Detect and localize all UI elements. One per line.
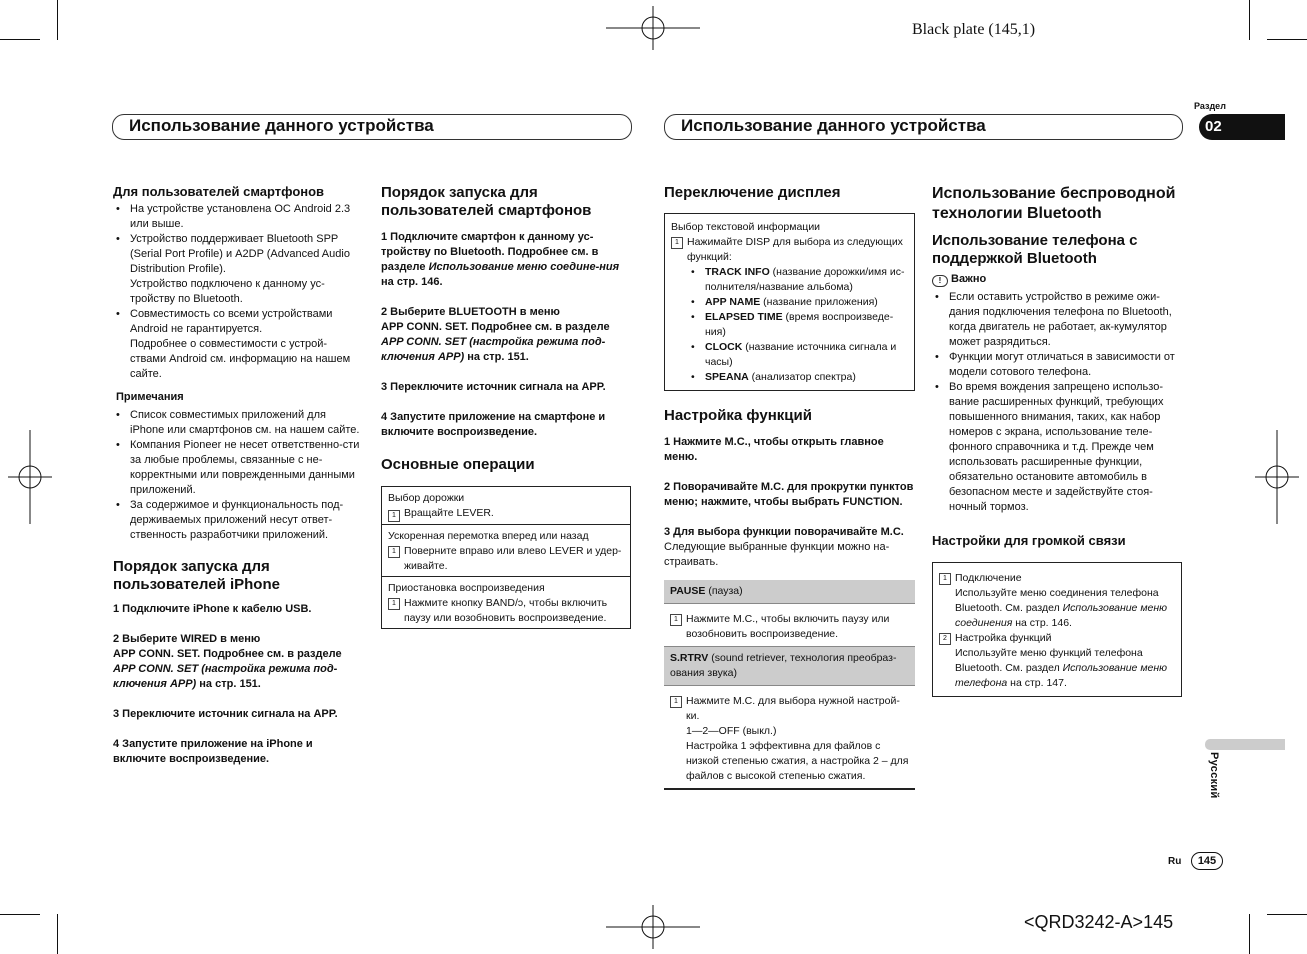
list-item: • За содержимое и функциональность под-держиваемых приложений несут ответ-ственность разработчики приложений.: [113, 498, 360, 543]
list-item: • Функции могут отличаться в зависимости от модели сотового телефона.: [932, 350, 1182, 380]
column-3: [664, 184, 915, 790]
section-number: 02: [1205, 118, 1222, 135]
handsfree-connection: 1 Подключение Используйте меню соединения телефона Bluetooth. См. раздел Использование меню соединения на стр. 146.: [939, 571, 1175, 631]
operation-track-select: Выбор дорожки 1 Вращайте LEVER.: [382, 487, 630, 524]
chapter-title: Использование данного устройства: [129, 116, 434, 135]
function-table: [664, 580, 915, 790]
list-item: • ELAPSED TIME (время воспроизведе-ния): [688, 310, 908, 340]
crop-mark: [57, 914, 58, 954]
list-item: • APP NAME (название приложения): [688, 295, 908, 310]
display-box: Выбор текстовой информации 1 Нажимайте DISP для выбора из следующих функций: • TRACK INFO (название дорожки/имя ис-полнителя/название альбома) • APP NAME (название приложения) • ELAPSED TIME (время воспроизведе-ния) • CLOCK (название источника сигнала и часы) • SPEANA (анализатор спектра): [664, 213, 915, 391]
registration-mark-top: [606, 6, 700, 50]
chapter-banner-right: [664, 114, 1183, 140]
step-4: 4 Запустите приложение на iPhone и включите воспроизведение.: [113, 738, 313, 765]
notes-list: [113, 408, 360, 543]
crop-mark: [1249, 914, 1250, 954]
handsfree-function: 2 Настройка функций Используйте меню функций телефона Bluetooth. См. раздел Использование меню телефона на стр. 147.: [939, 631, 1175, 691]
step-2: 2 Поворачивайте M.C. для прокрутки пунктов меню; нажмите, чтобы выбрать FUNCTION.: [664, 481, 914, 508]
heading-iphone-users: Порядок запуска для пользователей iPhone: [113, 558, 280, 593]
list-item: • Если оставить устройство в режиме ожи-дания подключения телефона по Bluetooth, когда двигатель не работает, ак-кумулятор может разрядиться.: [932, 290, 1182, 350]
column-1: [113, 184, 360, 767]
important-note: ! Важно: [932, 272, 1182, 287]
crop-mark: [0, 914, 40, 915]
list-item: • SPEANA (анализатор спектра): [688, 370, 908, 385]
chapter-title: Использование данного устройства: [681, 116, 986, 135]
step-3: 3 Переключите источник сигнала на APP.: [381, 381, 606, 393]
step-3-text: Следующие выбранные функции можно на-страивать.: [664, 541, 890, 568]
notes-title: Примечания: [116, 391, 184, 403]
function-srtrv-header: S.RTRV (sound retriever, технология преобраз-ования звука): [664, 646, 915, 686]
step-1: 1 Подключите смартфон к данному ус-тройству по Bluetooth. Подробнее см. в разделе Использование меню соедине-ния на стр. 146.: [381, 231, 620, 288]
list-item: • Список совместимых приложений для iPhone или смартфонов см. на нашем сайте.: [113, 408, 360, 438]
list-item: • Совместимость со всеми устройствами Android не гарантируется. Подробнее о совместимости с устрой-ствами Android см. информацию на нашем сайте.: [113, 307, 360, 382]
function-pause-desc: 1 Нажмите M.C., чтобы включить паузу или возобновить воспроизведение.: [664, 604, 915, 646]
crop-mark: [57, 0, 58, 40]
language-tab-bar: [1205, 739, 1285, 750]
language-tab: Русский: [1208, 752, 1220, 799]
operations-box: [381, 486, 631, 629]
heading-handsfree: Настройки для громкой связи: [932, 533, 1126, 548]
heading-display-switch: Переключение дисплея: [664, 184, 841, 201]
crop-mark: [0, 39, 40, 40]
column-2: [381, 184, 631, 629]
heading-basic-operations: Основные операции: [381, 456, 535, 473]
section-label: Раздел: [1194, 101, 1226, 111]
heading-smartphone-users: Для пользователей смартфонов: [113, 184, 325, 199]
list-item: • Компания Pioneer не несет ответственно-сти за любые проблемы, связанные с не-корректными или поврежденными данными приложений.: [113, 438, 360, 498]
registration-mark-bottom: [606, 905, 700, 949]
registration-mark-left: [8, 430, 52, 524]
function-pause-header: PAUSE (пауза): [664, 580, 915, 604]
step-1: 1 Нажмите M.C., чтобы открыть главное меню.: [664, 436, 884, 463]
crop-mark: [1267, 914, 1307, 915]
crop-mark: [1249, 0, 1250, 40]
phone-notes-list: [932, 290, 1182, 515]
heading-bluetooth: Использование беспроводной технологии Bluetooth: [932, 185, 1176, 222]
handsfree-box: [932, 562, 1182, 697]
warning-icon: !: [932, 275, 948, 287]
registration-mark-right: [1255, 430, 1299, 524]
list-item: • TRACK INFO (название дорожки/имя ис-полнителя/название альбома): [688, 265, 908, 295]
heading-bluetooth-phone: Использование телефона с поддержкой Bluetooth: [932, 232, 1138, 267]
requirements-list: [113, 202, 360, 382]
operation-fast-forward: Ускоренная перемотка вперед или назад 1 Поверните вправо или влево LEVER и удер-живайте.: [382, 524, 630, 576]
plate-label: Black plate (145,1): [912, 21, 1036, 38]
document-code: <QRD3242-A>145: [1024, 912, 1174, 932]
step-2: 2 Выберите WIRED в меню APP CONN. SET. Подробнее см. в разделе APP CONN. SET (настройка режима под-ключения APP) на стр. 151.: [113, 633, 342, 690]
step-2: 2 Выберите BLUETOOTH в меню APP CONN. SET. Подробнее см. в разделе APP CONN. SET (настройка режима под-ключения APP) на стр. 151.: [381, 306, 610, 363]
list-item: • Устройство поддерживает Bluetooth SPP (Serial Port Profile) и A2DP (Advanced Audio Distribution Profile). Устройство подключено к данному ус-тройству по Bluetooth.: [113, 232, 360, 307]
heading-smartphone-start: Порядок запуска для пользователей смартфонов: [381, 184, 592, 219]
page-language: Ru: [1168, 856, 1182, 867]
step-4: 4 Запустите приложение на смартфоне и включите воспроизведение.: [381, 411, 606, 438]
crop-mark: [1267, 39, 1307, 40]
step-3: 3 Для выбора функции поворачивайте M.C.: [664, 526, 904, 538]
function-srtrv-desc: 1 Нажмите M.C. для выбора нужной настрой-ки. 1—2—OFF (выкл.) Настройка 1 эффективна для файлов с низкой степенью сжатия, а настройка 2 – для файлов с высокой степенью сжатия.: [664, 686, 915, 788]
list-item: • Во время вождения запрещено использо-вание расширенных функций, требующих повышенного внимания, таких, как набор номеров с экрана, использование теле-фонного справочника и т.д. Прежде чем использовать расширенные функции, обязательно остановите автомобиль в безопасном месте и задействуйте стоя-ночный тормоз.: [932, 380, 1182, 515]
step-1: 1 Подключите iPhone к кабелю USB.: [113, 603, 312, 615]
chapter-banner-left: [112, 114, 632, 140]
display-options: [671, 265, 908, 385]
page-number: 145: [1191, 852, 1223, 870]
list-item: • На устройстве установлена ОС Android 2.3 или выше.: [113, 202, 360, 232]
step-3: 3 Переключите источник сигнала на APP.: [113, 708, 338, 720]
list-item: • CLOCK (название источника сигнала и часы): [688, 340, 908, 370]
section-tab: [1199, 114, 1285, 140]
heading-function-settings: Настройка функций: [664, 407, 812, 424]
operation-pause: Приостановка воспроизведения 1 Нажмите кнопку BAND/ↄ, чтобы включить паузу или возобновить воспроизведение.: [382, 576, 630, 628]
column-4: [932, 184, 1182, 697]
